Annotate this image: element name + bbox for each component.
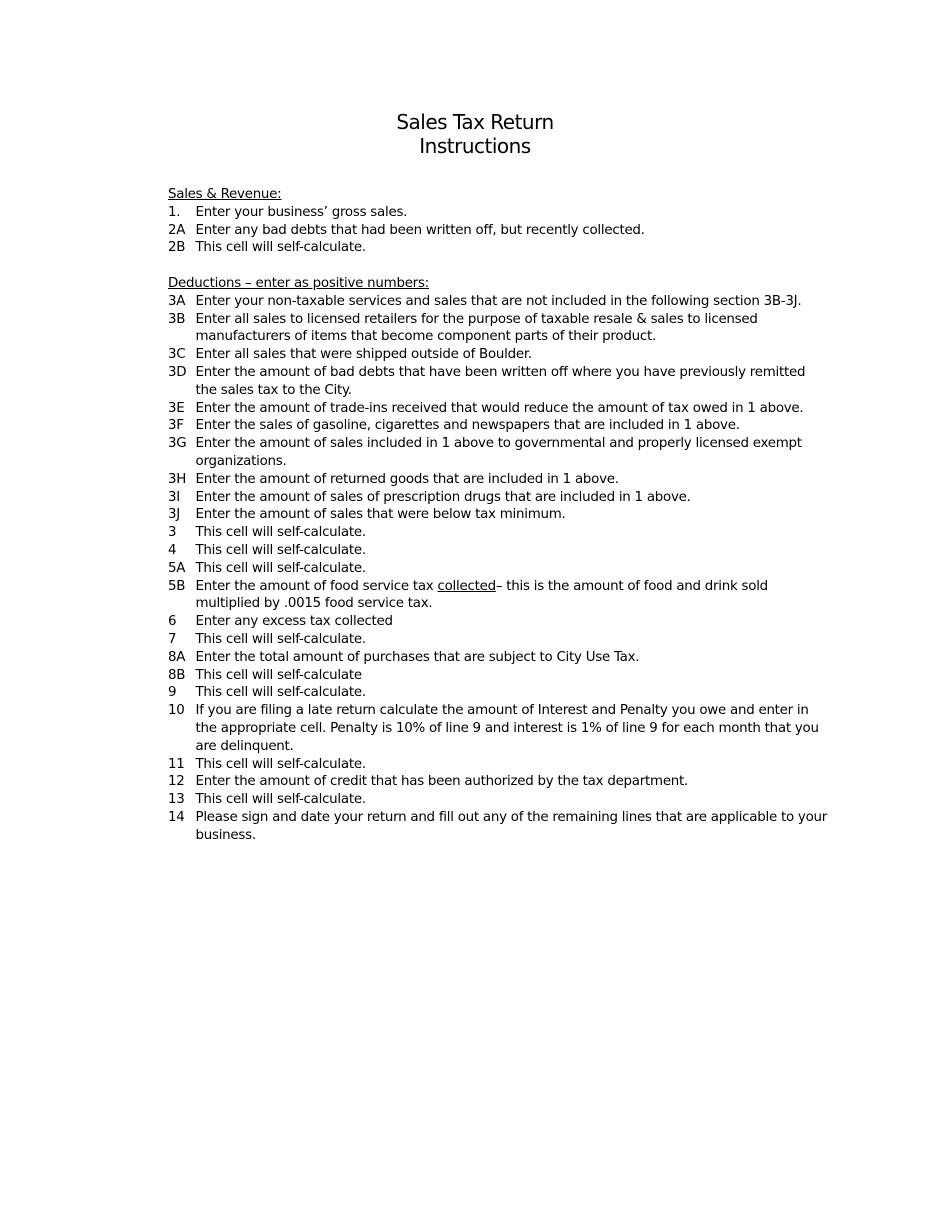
instruction-text: This cell will self-calculate. <box>195 685 366 701</box>
line-number: 3C <box>168 347 186 363</box>
instruction-text: Enter all sales that were shipped outside of Boulder. <box>195 347 532 363</box>
line-number: 3E <box>168 400 185 416</box>
instruction-item <box>168 204 828 222</box>
line-number: 6 <box>168 614 177 630</box>
deductions-heading: Deductions – enter as positive numbers: <box>168 275 429 291</box>
instruction-item <box>168 631 828 649</box>
deductions-list <box>168 293 828 845</box>
line-number: 5B <box>168 578 186 594</box>
instruction-text: This cell will self-calculate. <box>195 240 366 256</box>
instruction-item <box>168 578 828 614</box>
instruction-text: This cell will self-calculate. <box>195 525 366 541</box>
instruction-text <box>196 578 829 614</box>
instruction-item <box>168 471 828 489</box>
instruction-item <box>168 489 828 507</box>
instruction-text: This cell will self-calculate. <box>195 542 366 558</box>
line-number: 8A <box>168 649 186 665</box>
section-spacer <box>168 257 828 275</box>
line-number: 3D <box>168 364 187 380</box>
line-number: 12 <box>168 774 185 790</box>
line-number: 14 <box>168 809 185 825</box>
line-number: 3I <box>168 489 180 505</box>
instruction-text: This cell will self-calculate <box>195 667 362 683</box>
instruction-text: Enter the amount of sales that were below tax minimum. <box>195 507 566 523</box>
instruction-text: Enter the total amount of purchases that are subject to City Use Tax. <box>195 649 640 665</box>
instruction-text: This cell will self-calculate. <box>195 560 366 576</box>
instruction-text: Enter any bad debts that had been written off, but recently collected. <box>195 222 645 238</box>
instruction-text: Enter all sales to licensed retailers for the purpose of taxable resale & sales to licensed manufacturers of items that become component parts of their product. <box>195 311 758 345</box>
instruction-item <box>168 506 828 524</box>
instruction-text: Please sign and date your return and fill out any of the remaining lines that are applicable to your business. <box>195 809 828 843</box>
line-number: 4 <box>168 542 177 558</box>
line-number: 3 <box>168 525 177 541</box>
instruction-text: Enter your non-taxable services and sales that are not included in the following section 3B-3J. <box>195 293 802 309</box>
instruction-item <box>168 239 828 257</box>
line-number: 3G <box>168 436 187 452</box>
line-number: 5A <box>168 560 186 576</box>
instruction-item <box>168 542 828 560</box>
text-after: – this is the amount of food and drink sold multiplied by .0015 food service tax. <box>195 578 768 612</box>
collected-emphasis: collected <box>437 578 496 594</box>
instruction-text: Enter the amount of returned goods that are included in 1 above. <box>195 471 619 487</box>
instruction-item <box>168 684 828 702</box>
instruction-item <box>168 311 828 347</box>
instruction-item <box>168 649 828 667</box>
instruction-text: This cell will self-calculate. <box>195 792 366 808</box>
instruction-item <box>168 364 828 400</box>
instruction-text: This cell will self-calculate. <box>195 631 366 647</box>
page-title: Sales Tax Return <box>396 110 554 134</box>
line-number: 3F <box>168 418 184 434</box>
line-number: 8B <box>168 667 186 683</box>
line-number: 3J <box>168 507 180 523</box>
sales-revenue-heading: Sales & Revenue: <box>168 187 282 202</box>
instruction-item <box>168 222 828 240</box>
instruction-item <box>168 613 828 631</box>
sales-revenue-list <box>168 204 828 257</box>
instruction-text: Enter the amount of credit that has been authorized by the tax department. <box>195 774 689 790</box>
line-number: 11 <box>168 756 185 772</box>
instruction-text: If you are filing a late return calculate the amount of Interest and Penalty you owe and enter in the appropriate cell. Penalty is 10% of line 9 and interest is 1% of line 9 for each month that you are delinquent. <box>195 703 819 754</box>
instruction-item <box>168 560 828 578</box>
instruction-text: Enter the amount of bad debts that have been written off where you have previously remitted the sales tax to the City. <box>195 364 806 398</box>
instruction-text: Enter the amount of trade-ins received that would reduce the amount of tax owed in 1 above. <box>195 400 804 416</box>
instruction-item <box>168 756 828 774</box>
instruction-item <box>168 791 828 809</box>
instruction-text: Enter the amount of sales of prescription drugs that are included in 1 above. <box>195 489 691 505</box>
instruction-item <box>168 435 828 471</box>
instruction-item <box>168 293 828 311</box>
line-number: 10 <box>168 703 185 719</box>
instruction-item <box>168 702 828 755</box>
instruction-item <box>168 400 828 418</box>
instructions-body <box>168 186 828 844</box>
line-number: 2B <box>168 240 186 256</box>
instruction-text: Enter the amount of sales included in 1 above to governmental and properly licensed exempt organizations. <box>195 436 802 469</box>
instruction-item <box>168 417 828 435</box>
line-number: 1. <box>168 204 181 220</box>
line-number: 9 <box>168 685 177 701</box>
instruction-text: Enter the sales of gasoline, cigarettes and newspapers that are included in 1 above. <box>195 418 740 434</box>
line-number: 7 <box>168 631 177 647</box>
instruction-item <box>168 667 828 685</box>
instruction-item <box>168 809 828 845</box>
line-number: 2A <box>168 222 186 238</box>
instruction-text: Enter any excess tax collected <box>195 614 393 630</box>
instruction-item <box>168 346 828 364</box>
line-number: 13 <box>168 792 185 808</box>
text-before: Enter the amount of food service tax <box>195 578 438 594</box>
instruction-item <box>168 773 828 791</box>
line-number: 3B <box>168 311 186 327</box>
instruction-text: This cell will self-calculate. <box>195 756 366 772</box>
instruction-text: Enter your business’ gross sales. <box>195 204 408 220</box>
instruction-item <box>168 524 828 542</box>
line-number: 3A <box>168 293 186 309</box>
line-number: 3H <box>168 471 187 487</box>
page-subtitle: Instructions <box>419 134 531 158</box>
